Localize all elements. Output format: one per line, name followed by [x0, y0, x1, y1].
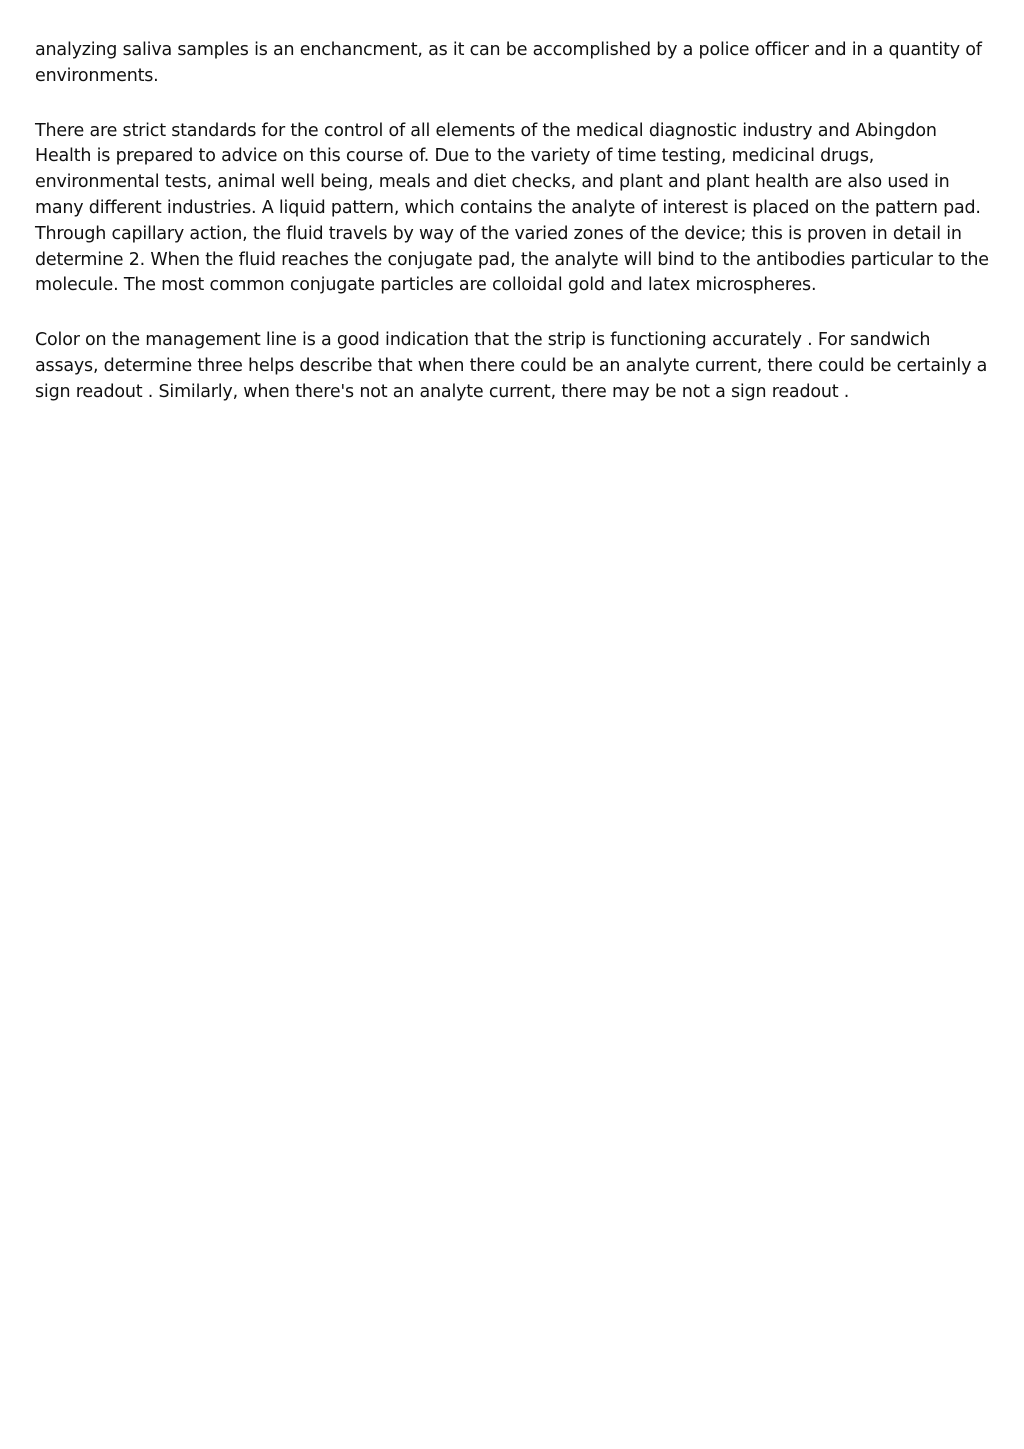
paragraph-1: analyzing saliva samples is an enchancment, as it can be accomplished by a police officer and in a quantity of environments.: [35, 40, 982, 86]
paragraph-2: There are strict standards for the control of all elements of the medical diagnostic industry and Abingdon Health is prepared to advice on this course of. Due to the variety of time testing, medicinal drugs, environmental tests, animal well being, meals and diet checks, and plant and plant health are also used in many different industries. A liquid pattern, which contains the analyte of interest is placed on the pattern pad. Through capillary action, the fluid travels by way of the varied zones of the device; this is proven in detail in determine 2. When the fluid reaches the conjugate pad, the analyte will bind to the antibodies particular to the molecule. The most common conjugate particles are colloidal gold and latex microspheres.: [35, 120, 989, 296]
document-body: [35, 38, 995, 435]
paragraph-3: Color on the management line is a good indication that the strip is functioning accurately . For sandwich assays, determine three helps describe that when there could be an analyte current, there could be certainly a sign readout . Similarly, when there's not an analyte current, there may be not a sign readout .: [35, 330, 988, 402]
